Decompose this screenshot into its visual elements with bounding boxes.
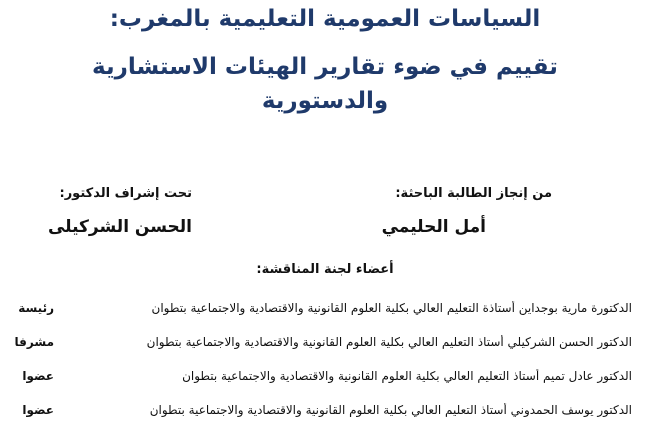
title-line-2: تقييم في ضوء تقارير الهيئات الاستشارية [92,54,558,80]
member-description: الدكتور يوسف الحمدوني أستاذ التعليم العالي بكلية العلوم القانونية والاقتصادية والاجتماعية بتطوان [149,403,632,417]
member-description: الدكتورة مارية بوجداين أستاذة التعليم العالي بكلية العلوم القانونية والاقتصادية والاجتماعية بتطوان [151,301,632,315]
member-description: الدكتور الحسن الشركيلي أستاذ التعليم العالي بكلية العلوم القانونية والاقتصادية والاجتماعية بتطوان [146,335,632,349]
member-role: رئيسة [18,301,54,315]
thesis-title [20,2,630,118]
student-name: أمل الحليمي [381,217,486,237]
member-role: عضوا [22,369,54,383]
member-role: مشرفا [14,335,54,349]
title-line-3: والدستورية [261,88,389,114]
committee-member [10,331,638,353]
committee-member [10,365,638,387]
supervisor-name: الحسن الشركيلى [47,217,192,237]
title-line-1: السياسات العمومية التعليمية بالمغرب: [109,6,541,32]
member-description: الدكتور عادل تميم أستاذ التعليم العالي بكلية العلوم القانونية والاقتصادية والاجتماعية بتطوان [182,369,632,383]
committee-member [10,297,638,319]
supervisor-label: تحت إشراف الدكتور: [59,186,192,201]
committee-title: أعضاء لجنة المناقشة: [256,262,394,277]
committee-member [10,399,638,421]
student-label: من إنجاز الطالبة الباحثة: [395,186,552,201]
member-role: عضوا [22,403,54,417]
